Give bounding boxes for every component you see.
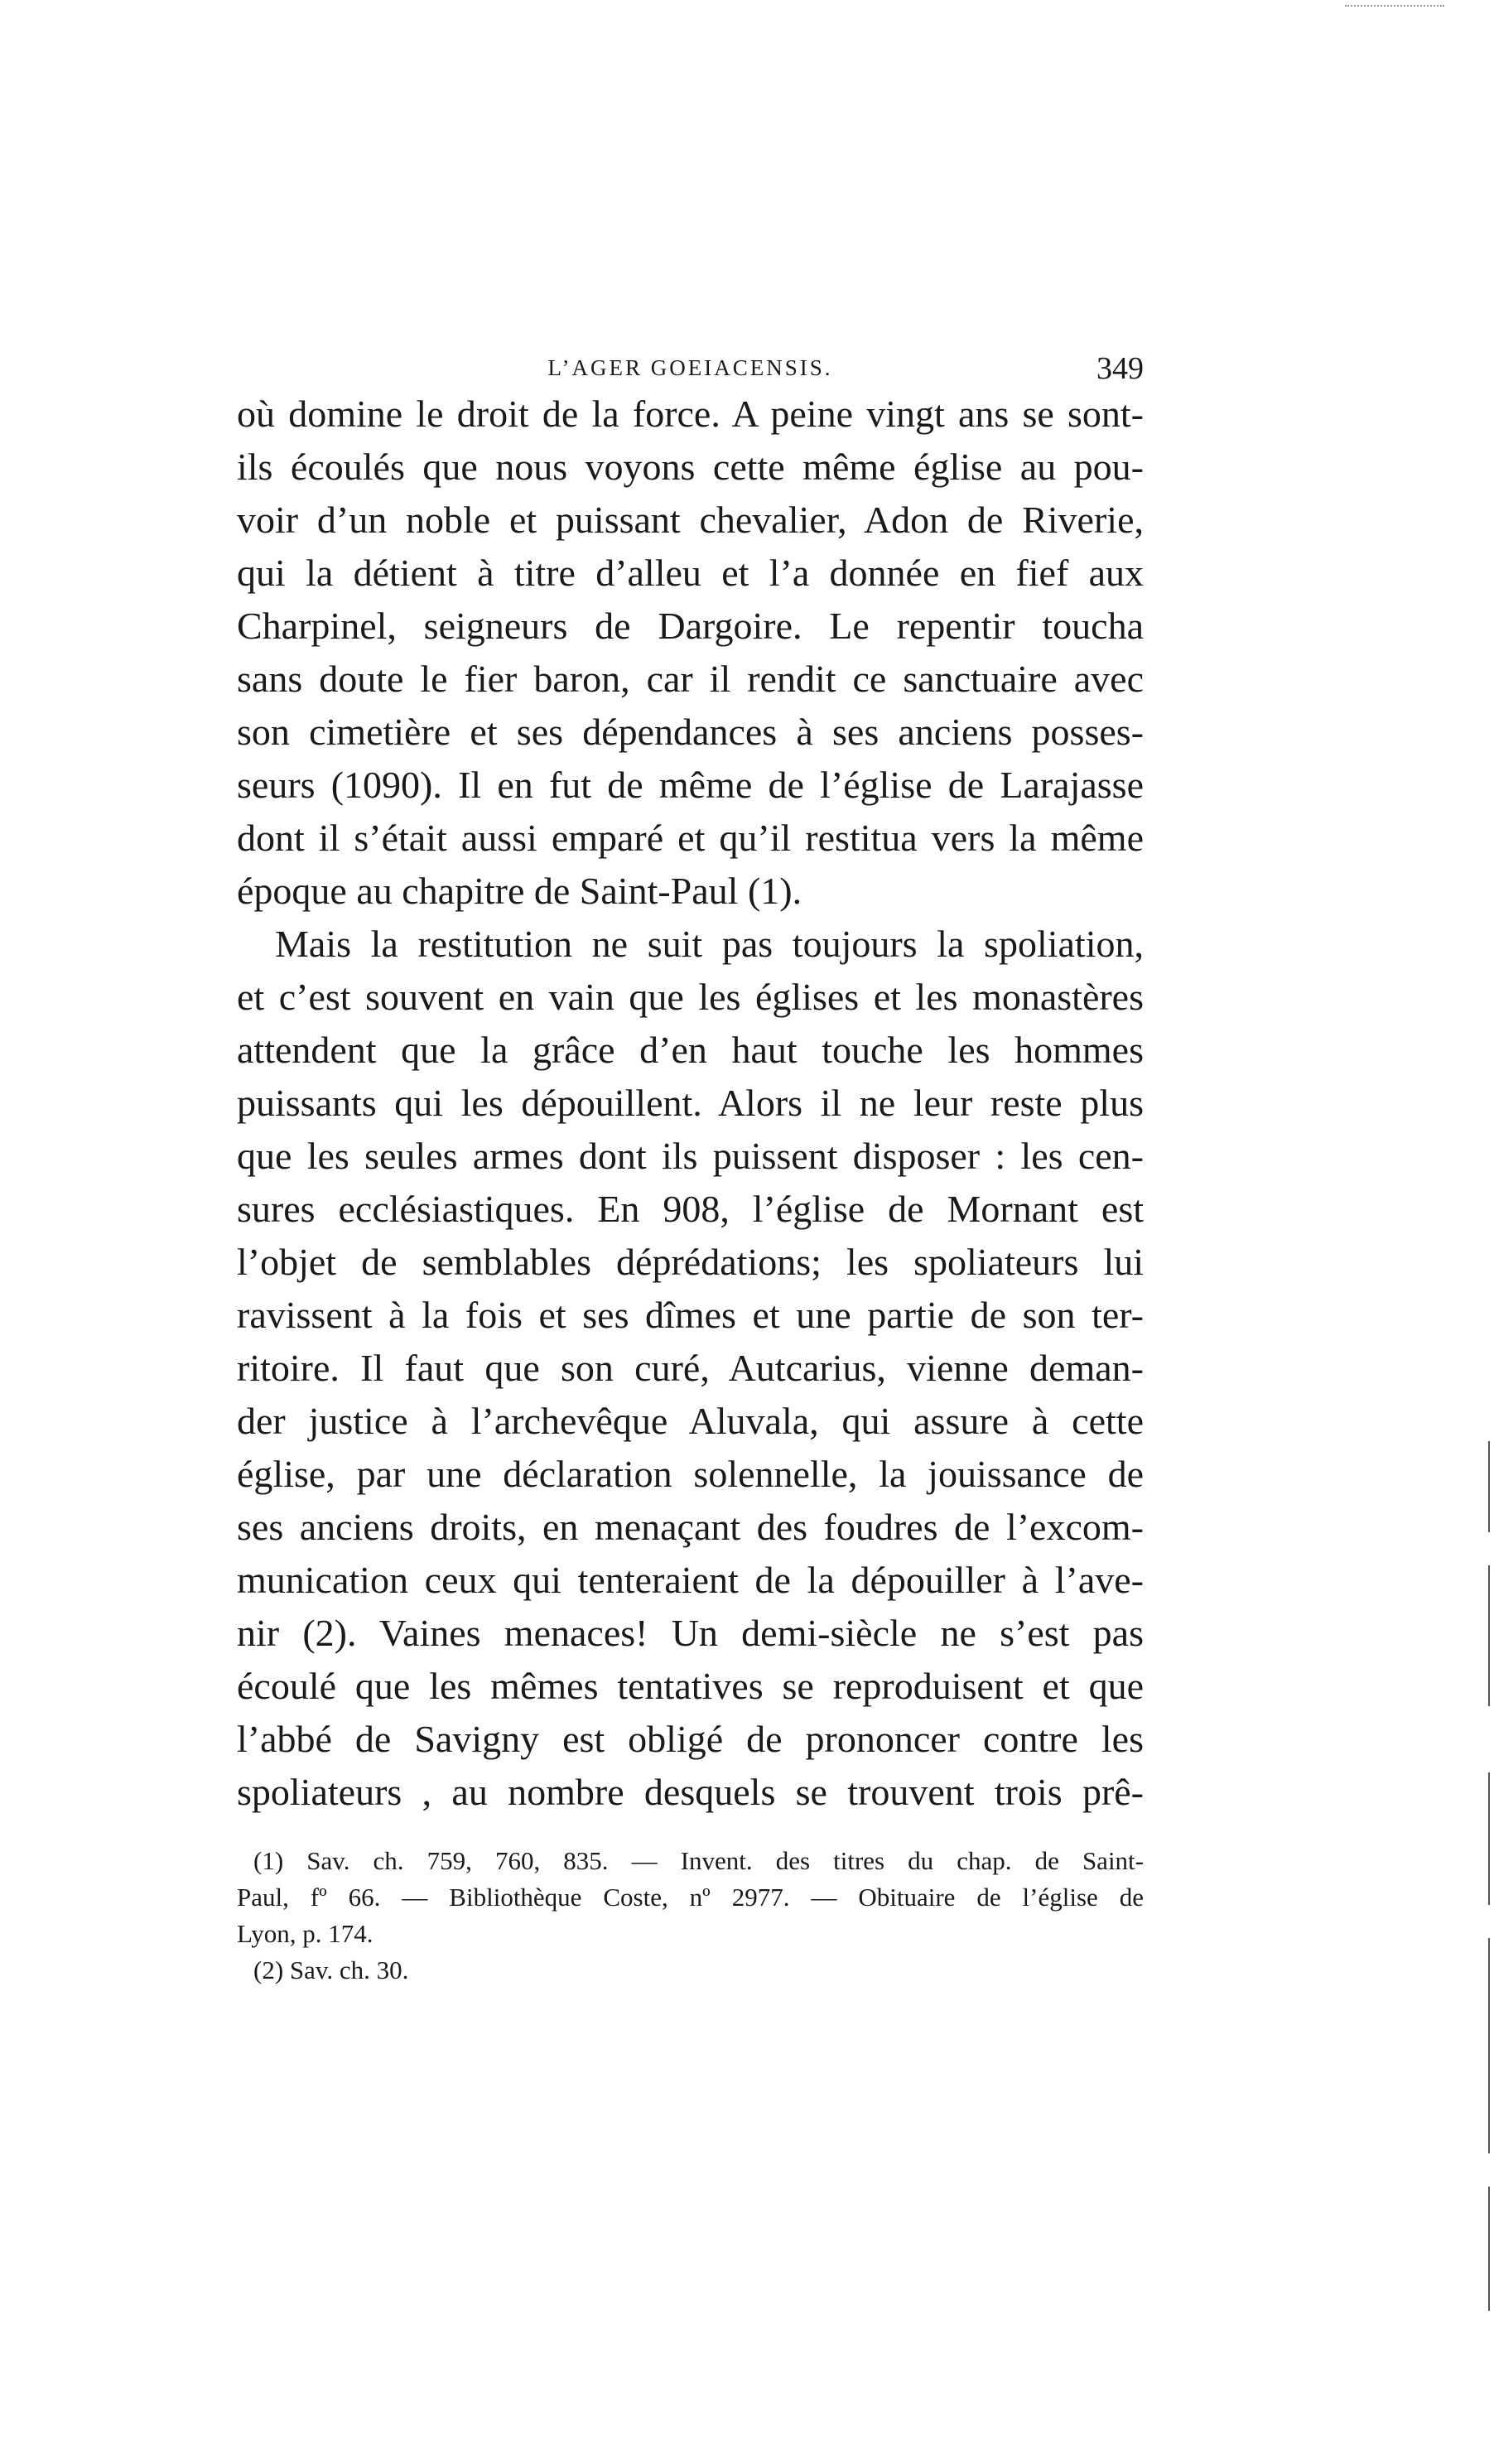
footnote-line: Paul, fº 66. — Bibliothèque Coste, nº 2977. — Obituaire de l’église de: [237, 1883, 1144, 1912]
text-line: ritoire. Il faut que son curé, Autcarius, vienne deman-: [237, 1347, 1144, 1389]
text-line: puissants qui les dépouillent. Alors il ne leur reste plus: [237, 1082, 1144, 1124]
text-line: spoliateurs , au nombre desquels se trouvent trois prê-: [237, 1771, 1144, 1813]
body-text: [237, 388, 1144, 1819]
text-line: où domine le droit de la force. A peine vingt ans se sont-: [237, 393, 1144, 435]
text-line: seurs (1090). Il en fut de même de l’église de Larajasse: [237, 764, 1144, 806]
scan-edge-mark: [1488, 1565, 1490, 1706]
text-line: qui la détient à titre d’alleu et l’a donnée en fief aux: [237, 552, 1144, 594]
text-line: Charpinel, seigneurs de Dargoire. Le repentir toucha: [237, 605, 1144, 647]
scan-edge-mark: [1488, 1441, 1490, 1532]
text-line: munication ceux qui tenteraient de la dépouiller à l’ave-: [237, 1559, 1144, 1601]
text-line: époque au chapitre de Saint-Paul (1).: [237, 870, 802, 912]
footnote-line: (2) Sav. ch. 30.: [253, 1955, 409, 1984]
text-line: sans doute le fier baron, car il rendit ce sanctuaire avec: [237, 658, 1144, 700]
text-line: ravissent à la fois et ses dîmes et une partie de son ter-: [237, 1294, 1144, 1336]
text-line: der justice à l’archevêque Aluvala, qui assure à cette: [237, 1400, 1144, 1442]
text-line: ils écoulés que nous voyons cette même église au pou-: [237, 446, 1144, 488]
text-line: l’objet de semblables déprédations; les spoliateurs lui: [237, 1241, 1144, 1283]
text-line: sures ecclésiastiques. En 908, l’église de Mornant est: [237, 1188, 1144, 1230]
footnote-line: (1) Sav. ch. 759, 760, 835. — Invent. des titres du chap. de Saint-: [253, 1846, 1144, 1875]
scan-edge-mark: [1488, 1938, 1490, 2153]
text-line: nir (2). Vaines menaces! Un demi-siècle ne s’est pas: [237, 1612, 1144, 1654]
text-line: écoulé que les mêmes tentatives se reproduisent et que: [237, 1665, 1144, 1707]
scan-edge-mark: [1345, 5, 1444, 7]
text-line: l’abbé de Savigny est obligé de prononcer contre les: [237, 1718, 1144, 1760]
text-line: son cimetière et ses dépendances à ses anciens posses-: [237, 711, 1144, 753]
text-line: église, par une déclaration solennelle, la jouissance de: [237, 1453, 1144, 1495]
footnotes: [237, 1843, 1144, 1989]
scan-edge-mark: [1488, 2187, 1490, 2311]
text-line: Mais la restitution ne suit pas toujours la spoliation,: [275, 923, 1144, 965]
text-line: attendent que la grâce d’en haut touche les hommes: [237, 1029, 1144, 1071]
scan-edge-mark: [1488, 1772, 1490, 1905]
page-number: 349: [1096, 351, 1144, 386]
text-line: ses anciens droits, en menaçant des foudres de l’excom-: [237, 1506, 1144, 1548]
footnote-line: Lyon, p. 174.: [237, 1919, 374, 1948]
text-line: et c’est souvent en vain que les églises et les monastères: [237, 976, 1144, 1018]
text-line: dont il s’était aussi emparé et qu’il restitua vers la même: [237, 817, 1144, 859]
text-line: que les seules armes dont ils puissent disposer : les cen-: [237, 1135, 1144, 1177]
text-line: voir d’un noble et puissant chevalier, Adon de Riverie,: [237, 499, 1144, 541]
running-title: L’AGER GOEIACENSIS.: [547, 355, 833, 380]
running-head: [237, 344, 1144, 393]
